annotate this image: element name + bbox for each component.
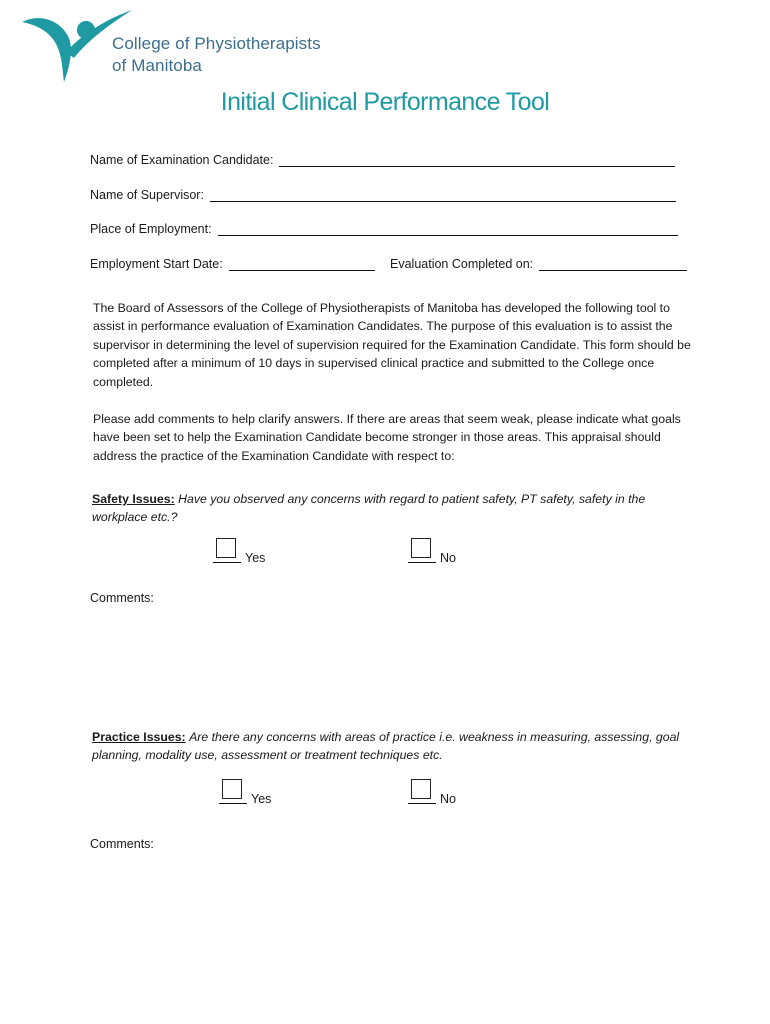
start-date-label: Employment Start Date: <box>90 257 223 271</box>
start-date-input-line[interactable] <box>229 256 375 271</box>
safety-yes-label: Yes <box>245 551 266 565</box>
practice-issues-text: Are there any concerns with areas of practice i.e. weakness in measuring, assessing, goal planning, modality use, assessment or treatment techniques etc. <box>92 730 680 763</box>
candidate-label: Name of Examination Candidate: <box>90 153 274 167</box>
practice-yes-label: Yes <box>251 792 272 806</box>
practice-no-label: No <box>440 792 456 806</box>
safety-issues-label: Safety Issues: <box>92 492 175 506</box>
page-title: Initial Clinical Performance Tool <box>220 88 550 116</box>
org-name-line2: of Manitoba <box>112 56 202 75</box>
safety-issues-text: Have you observed any concerns with regard to patient safety, PT safety, safety in the workplace etc.? <box>92 492 646 525</box>
start-date-field <box>90 256 375 271</box>
practice-yes-checkbox[interactable] <box>222 779 242 799</box>
college-logo <box>18 6 321 88</box>
practice-issues-label: Practice Issues: <box>92 730 186 744</box>
safety-no-label: No <box>440 551 456 565</box>
practice-no-option[interactable] <box>408 779 456 804</box>
candidate-field <box>90 152 675 167</box>
supervisor-label: Name of Supervisor: <box>90 188 204 202</box>
candidate-input-line[interactable] <box>279 152 675 167</box>
employment-place-input-line[interactable] <box>218 221 678 236</box>
practice-issues-question <box>92 728 692 765</box>
evaluation-date-input-line[interactable] <box>539 256 687 271</box>
safety-yes-option[interactable] <box>213 538 265 563</box>
intro-paragraph-2: Please add comments to help clarify answers. If there are areas that seem weak, please indicate what goals have been set to help the Examination Candidate become stronger in those areas. This appraisal should address the practice of the Examination Candidate with respect to: <box>93 412 681 463</box>
employment-place-field <box>90 221 678 236</box>
evaluation-date-label: Evaluation Completed on: <box>390 257 534 271</box>
supervisor-input-line[interactable] <box>210 187 676 202</box>
safety-no-checkbox[interactable] <box>411 538 431 558</box>
safety-comments-label: Comments: <box>90 591 154 605</box>
employment-place-label: Place of Employment: <box>90 222 212 236</box>
practice-comments-label: Comments: <box>90 837 154 851</box>
practice-no-checkbox[interactable] <box>411 779 431 799</box>
practice-yes-option[interactable] <box>219 779 271 804</box>
intro-paragraph-1: The Board of Assessors of the College of Physiotherapists of Manitoba has developed the following tool to assist in performance evaluation of Examination Candidates. The purpose of this evaluation is to assist the supervisor in determining the level of supervision required for the Examination Candidate. This form should be completed after a minimum of 10 days in supervised clinical practice and submitted to the College once completed. <box>93 301 691 389</box>
evaluation-date-field <box>390 256 687 271</box>
safety-no-option[interactable] <box>408 538 456 563</box>
supervisor-field <box>90 187 676 202</box>
org-name-line1: College of Physiotherapists <box>112 34 321 53</box>
safety-yes-checkbox[interactable] <box>216 538 236 558</box>
safety-issues-question <box>92 490 692 527</box>
